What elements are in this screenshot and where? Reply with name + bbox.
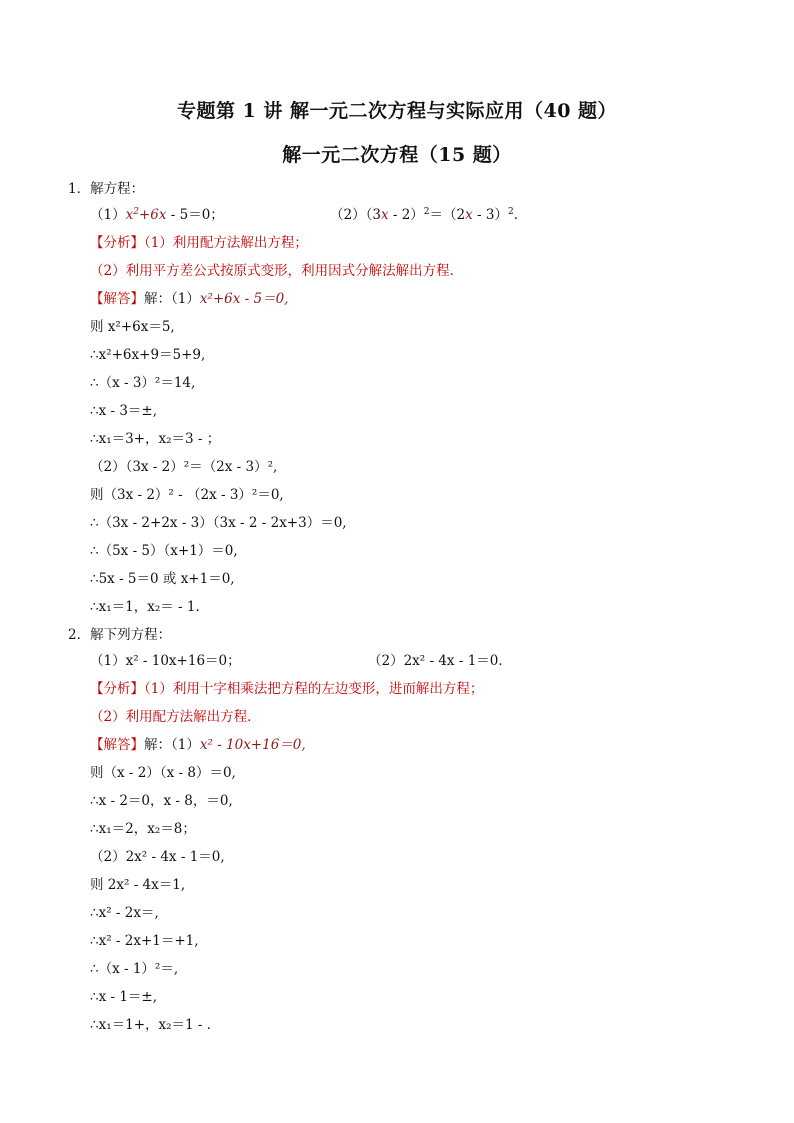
question-1-step: ∴x₁＝3+，x₂＝3 - ； <box>90 431 221 447</box>
answer-tag: 【解答】 <box>90 737 144 753</box>
question-2-equation-2: （2）2x² - 4x - 1＝0． <box>368 653 512 669</box>
question-1-label: 1．解方程： <box>68 181 145 197</box>
question-2-label: 2．解下列方程： <box>68 627 172 643</box>
question-1-step: 则 x²+6x＝5, <box>90 319 175 335</box>
question-1-step: ∴5x - 5＝0 或 x+1＝0, <box>90 571 235 587</box>
question-1-analysis-1: 【分析】（1）利用配方法解出方程； <box>90 235 308 251</box>
question-1-step: ∴（5x - 5）（x+1）＝0, <box>90 543 238 559</box>
question-2-step: 则 2x² - 4x＝1, <box>90 877 186 893</box>
question-2-analysis-1: 【分析】（1）利用十字相乘法把方程的左边变形，进而解出方程； <box>90 681 484 697</box>
question-1-step: ∴x₁＝1，x₂＝ - 1． <box>90 599 209 615</box>
question-1-step: ∴x - 3＝±, <box>90 403 158 419</box>
question-2-answer-start: 【解答】解：（1）x² - 10x+16＝0, <box>90 737 306 753</box>
question-1-step: ∴x²+6x+9＝5+9, <box>90 347 206 363</box>
question-1-equation-1: $(1)x^2+6x - 5=0$； <box>90 207 224 223</box>
analysis-tag: 【分析】 <box>90 235 144 251</box>
question-1-step: ∴（3x - 2+2x - 3）（3x - 2 - 2x+3）＝0, <box>90 515 347 531</box>
question-1-step: （2）（3x - 2）²＝（2x - 3）², <box>90 459 278 475</box>
question-2-step: ∴x² - 2x+1＝+1, <box>90 933 199 949</box>
question-2-step: ∴x - 2＝0，x - 8，＝0, <box>90 793 233 809</box>
question-2-step: 则（x - 2）（x - 8）＝0, <box>90 765 236 781</box>
section-title: 解一元二次方程（15 题） <box>282 144 512 166</box>
answer-tag: 【解答】 <box>90 291 144 307</box>
question-1-answer-start: 【解答】解：（1）x²+6x - 5＝0, <box>90 291 289 307</box>
question-2-equation-1: （1）x² - 10x+16＝0； <box>90 653 241 669</box>
page-title: 专题第 1 讲 解一元二次方程与实际应用（40 题） <box>176 100 618 122</box>
question-2-step: ∴x₁＝2，x₂＝8； <box>90 821 196 837</box>
question-1-analysis-2: （2）利用平方差公式按原式变形，利用因式分解法解出方程． <box>90 263 464 279</box>
question-2-analysis-2: （2）利用配方法解出方程． <box>90 709 261 725</box>
question-2-step: ∴（x - 1）²＝, <box>90 961 179 977</box>
analysis-tag: 【分析】 <box>90 681 144 697</box>
question-2-step: ∴x² - 2x＝, <box>90 905 159 921</box>
question-2-step: ∴x - 1＝±, <box>90 989 158 1005</box>
question-1-step: ∴（x - 3）²＝14, <box>90 375 196 391</box>
question-1-step: 则（3x - 2）² - （2x - 3）²＝0, <box>90 487 284 503</box>
question-2-step: ∴x₁＝1+，x₂＝1 - ． <box>90 1017 221 1033</box>
question-2-step: （2）2x² - 4x - 1＝0, <box>90 849 225 865</box>
question-1-equation-2: （2）（3x - 2）$^2$＝（2x - 3）$^2$． <box>330 207 528 223</box>
